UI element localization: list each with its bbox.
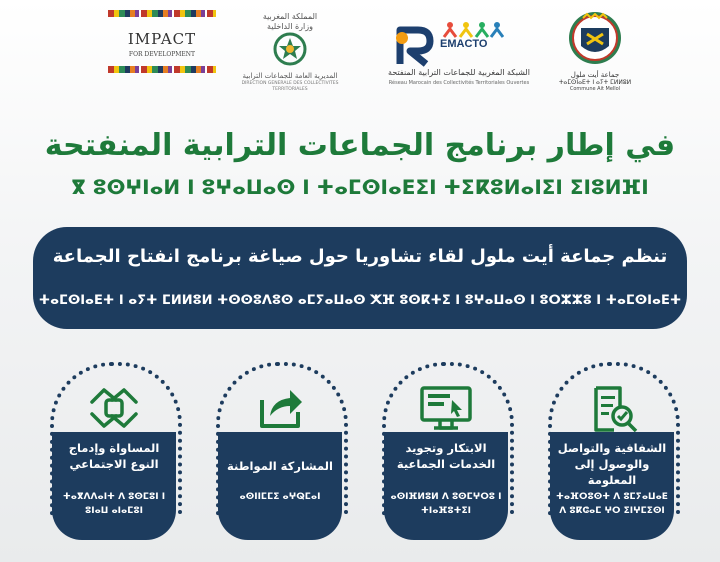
pillar-title-tifinagh: ⵜⴰⴳⴷⴷⴰⵏⵜ ⴷ ⵓⵙⵎⵓⵏ ⵏ ⵓⵏⴰⵡ ⴰⵏⴰⵎⵓⵏ (62, 492, 166, 516)
handshake-icon (86, 380, 142, 436)
pillar-participation (216, 362, 344, 540)
event-banner (33, 227, 687, 329)
pillar-card (52, 432, 176, 540)
pillar-title-arabic: المساواة وإدماج النوع الاجتماعي (68, 441, 160, 471)
dgct-subtitle: DIRECTION GENERALE DES COLLECTIVITES TERRITORIALES (241, 81, 339, 92)
pillar-title-arabic: الابتكار وتجويد الخدمات الجماعية (396, 441, 496, 471)
document-search-icon (584, 380, 640, 436)
share-icon (252, 380, 308, 436)
dgct-emblem-icon (270, 32, 310, 66)
impact-stripe-bottom (108, 66, 216, 73)
headline-tifinagh: ⴳ ⵓⵙⵖⵏⴰⵍ ⵏ ⵓⵖⴰⵡⴰⵙ ⵏ ⵜⴰⵎⵙⵏⴰⴹⵉⵏ ⵜⵉⴽⵓⵍⴰⵏⵉⵏ ⵉⵏⵓⵍⴼⵏ (71, 175, 649, 199)
pillar-transparency (548, 362, 676, 540)
dgct-logo (236, 12, 344, 94)
dgct-top-line2: وزارة الداخلية (267, 22, 313, 31)
pillar-title-arabic: المشاركة المواطنة (227, 459, 333, 473)
remacto-logo-french: Réseau Marocain des Collectivités Territoriales Ouvertes (388, 80, 530, 86)
ait-mellol-emblem-icon (567, 10, 623, 66)
ait-mellol-arabic: جماعة أيت ملول (570, 71, 620, 79)
pillar-card (384, 432, 508, 540)
ait-mellol-tifinagh: ⵜⴰⵎⵙⵏⴰⴹⵜ ⵏ ⴰⵢⵜ ⵎⵍⵍⵓⵍ (558, 79, 632, 86)
pillar-title-arabic: الشفافية والتواصل والوصول إلى المعلومة (557, 441, 667, 487)
dgct-title: المديرية العامة للجماعات الترابية (242, 72, 338, 80)
pillar-title-tifinagh: ⴰⵙⵏⵏⵎⵎⵉ ⴰⵖⵕⵎⴰⵏ (239, 492, 321, 502)
pillar-innovation (382, 362, 510, 540)
pillar-title-tifinagh: ⴰⵙⵏⴼⵍⵓⵍ ⴷ ⵓⵙⵎⵖⵔⵓ ⵏ ⵜⵏⴰⴼⵓⵜⵉⵏ (390, 492, 502, 516)
ait-mellol-french: Commune Ait Mellol (569, 86, 621, 92)
banner-arabic: تنظم جماعة أيت ملول لقاء تشاوريا حول صياغة برنامج انفتاح الجماعة (52, 246, 668, 267)
impact-logo-sub: FOR DEVELOPMENT (128, 51, 196, 58)
remacto-logo-arabic: الشبكة المغربية للجماعات الترابية المنفتحة (388, 68, 530, 77)
impact-stripe-top (108, 10, 216, 17)
impact-logo-word: IMPACT (127, 30, 197, 48)
computer-icon (418, 380, 474, 436)
remacto-logo (378, 16, 538, 86)
banner-tifinagh: ⵜⴰⵎⵙⵏⴰⴹⵜ ⵏ ⴰⵢⵜ ⵎⵍⵍⵓⵍ ⵜⵙⵙⵓⴷⵓⵙ ⴰⵎⵢⴰⵡⴰⵙ ⵅⴼ ⵓⵙⴽⵜⵉ ⵏ ⵓⵖⴰⵡⴰⵙ ⵏ ⵓⵔⵣⵣⵓ ⵏ ⵜⴰⵎⵙⵏⴰⴹⵜ (38, 293, 682, 308)
impact-logo (108, 10, 216, 82)
pillar-card (550, 432, 674, 540)
remacto-r-icon (390, 24, 440, 68)
remacto-logo-word: EMACTO (440, 38, 488, 50)
ait-mellol-logo (556, 10, 634, 94)
remacto-people-icon (442, 20, 504, 38)
pillar-title-tifinagh: ⵜⴰⴼⵔⵓⵙⵜ ⴷ ⵓⵎⵢⴰⵡⴰⴹ ⴷ ⵓⴽⵛⴰⵎ ⵖⵔ ⵉⵏⵖⵎⵉⵙⵏ (556, 492, 668, 516)
pillar-equality (50, 362, 178, 540)
pillar-card (218, 432, 342, 540)
dgct-top-line1: المملكة المغربية (262, 12, 318, 21)
headline-arabic: في إطار برنامج الجماعات الترابية المنفتحة (44, 128, 676, 163)
